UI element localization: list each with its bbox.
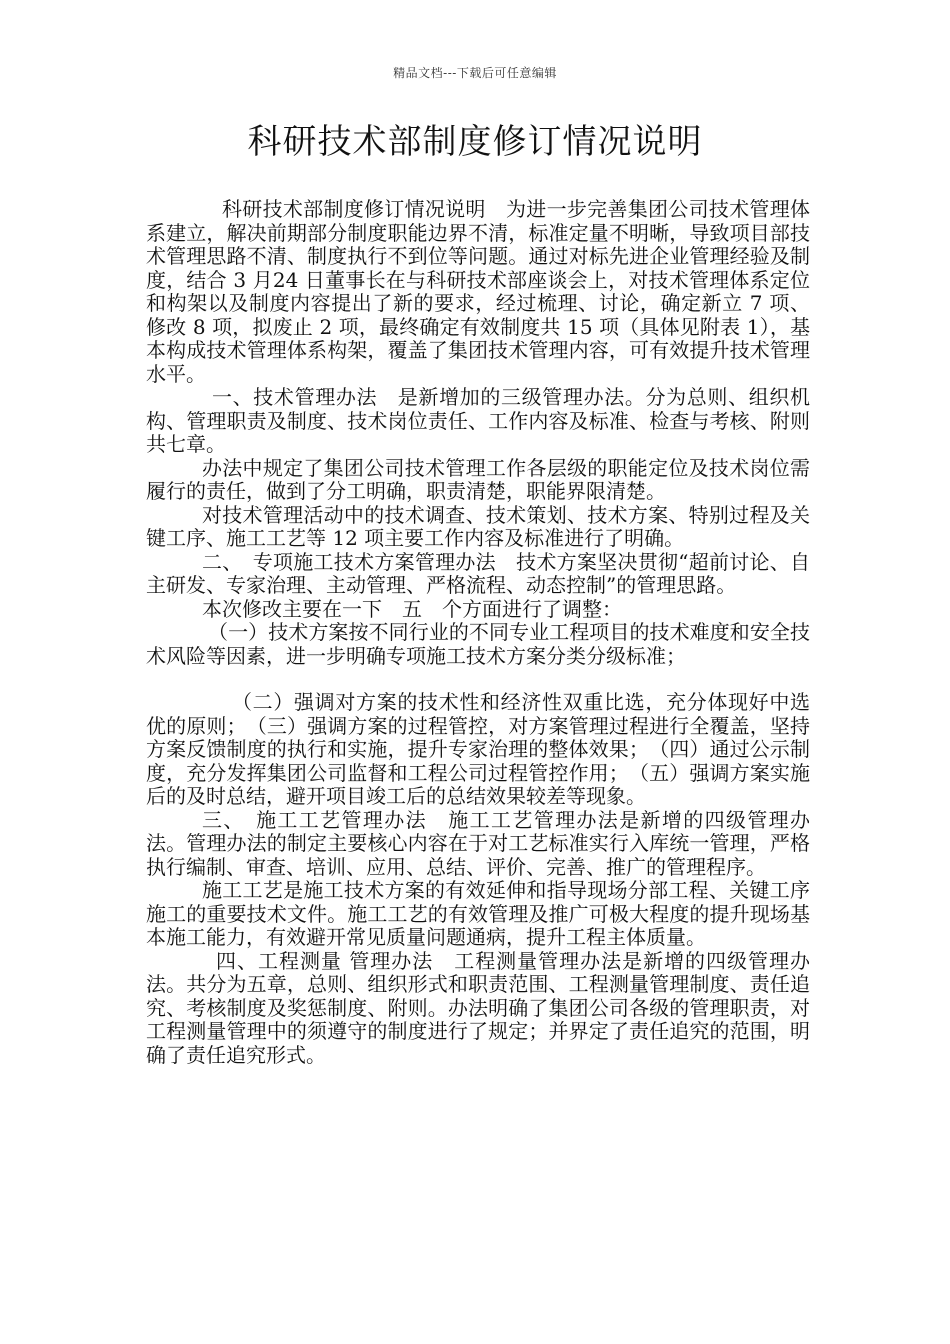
paragraph-section-4: 四、工程测量 管理办法 工程测量管理办法是新增的四级管理办法。共分为五章，总则、组织形式和职责范围、工程测量管理制度、责任追究、考核制度及奖惩制度、附则。办法明确了集团公司各级的管理职责，对工程测量管理中的须遵守的制度进行了规定；并界定了责任追究的范围，明确了责任追究形式。 [146,948,810,1067]
paragraph-changes-2-5: （二）强调对方案的技术性和经济性双重比选，充分体现好中选优的原则； （三）强调方案的过程管控，对方案管理过程进行全覆盖，坚持方案反馈制度的执行和实施，提升专家治理的整体效果； （四）通过公示制度，充分发挥集团公司监督和工程公司过程管控作用； （五）强调方案实施后的及时总结，避开项目竣工后的总结效果较差等现象。 [146,690,810,808]
paragraph-section-1-duties: 办法中规定了集团公司技术管理工作各层级的职能定位及技术岗位需履行的责任，做到了分工明确，职责清楚，职能界限清楚。 [146,455,810,503]
paragraph-section-1-content: 对技术管理活动中的技术调查、技术策划、技术方案、特别过程及关键工序、施工工艺等 12 项主要工作内容及标准进行了明确。 [146,502,810,550]
paragraph-section-1: 一、技术管理办法 是新增加的三级管理办法。分为总则、组织机构、管理职责及制度、技术岗位责任、工作内容及标准、检查与考核、附则共七章。 [146,385,810,456]
paragraph-section-2-changes: 本次修改主要在一下 五 个方面进行了调整： [202,596,622,621]
paragraph-intro: 科研技术部制度修订情况说明 为进一步完善集团公司技术管理体系建立，解决前期部分制度职能边界不清，标准定量不明晰，导致项目部技术管理思路不清、制度执行不到位等问题。通过对标先进企业管理经验及制度，结合 3 月24 日董事长在与科研技术部座谈会上，对技术管理体系定位和构架以及制度内容提出了新的要求，经过梳理、讨论，确定新立 7 项、修改 8 项，拟废止 2 项，最终确定有效制度共 15 项（具体见附表 1），基本构成技术管理体系构架，覆盖了集团技术管理内容，可有效提升技术管理水平。 [146,197,810,386]
document-body [146,198,810,1067]
header-note: 精品文档---下载后可任意编辑 [393,66,557,80]
paragraph-section-3-detail: 施工工艺是施工技术方案的有效延伸和指导现场分部工程、关键工序施工的重要技术文件。施工工艺的有效管理及推广可极大程度的提升现场基本施工能力，有效避开常见质量问题通病，提升工程主体质量。 [146,878,810,949]
document-title: 科研技术部制度修订情况说明 [247,122,703,162]
paragraph-section-2: 二、 专项施工技术方案管理办法 技术方案坚决贯彻“超前讨论、自主研发、专家治理、主动管理、严格流程、动态控制”的管理思路。 [146,549,810,597]
paragraph-section-3: 三、 施工工艺管理办法 施工工艺管理办法是新增的四级管理办法。管理办法的制定主要核心内容在于对工艺标准实行入库统一管理，严格执行编制、审查、培训、应用、总结、评价、完善、推广的管理程序。 [146,807,810,879]
paragraph-change-1: （一）技术方案按不同行业的不同专业工程项目的技术难度和安全技术风险等因素，进一步明确专项施工技术方案分类分级标准； [146,620,810,668]
